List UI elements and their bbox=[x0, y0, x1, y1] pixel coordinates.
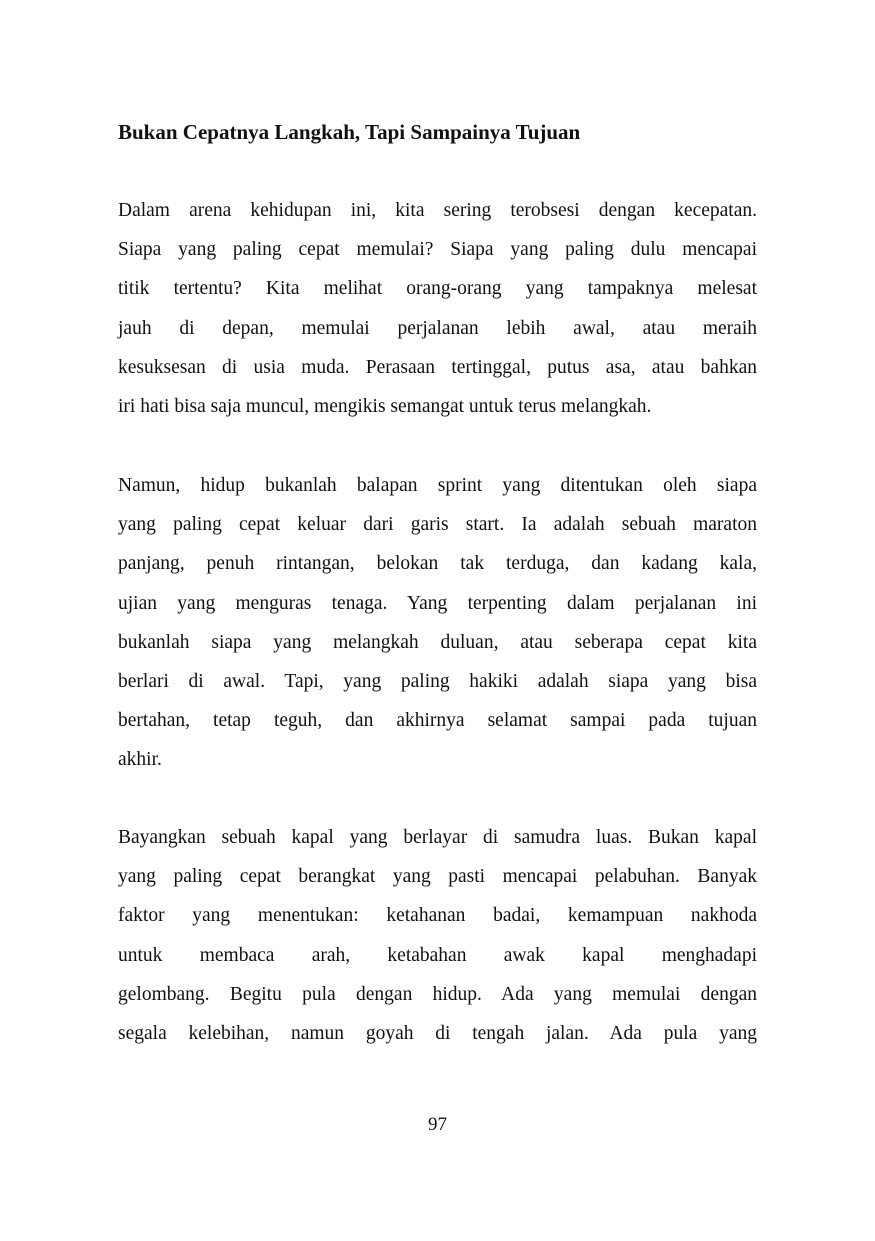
paragraph-2 bbox=[118, 466, 757, 780]
page-number: 97 bbox=[428, 1114, 447, 1135]
paragraph-line: Bayangkan sebuah kapal yang berlayar di samudra luas. Bukan kapal bbox=[118, 827, 757, 848]
paragraph-line: faktor yang menentukan: ketahanan badai, kemampuan nakhoda bbox=[118, 905, 757, 927]
paragraph-line: iri hati bisa saja muncul, mengikis semangat untuk terus melangkah. bbox=[118, 395, 652, 417]
section-heading: Bukan Cepatnya Langkah, Tapi Sampainya Tujuan bbox=[118, 120, 581, 144]
paragraph-1 bbox=[118, 191, 757, 426]
document-page bbox=[118, 0, 757, 1241]
paragraph-line: akhir. bbox=[118, 749, 162, 771]
paragraph-line: bertahan, tetap teguh, dan akhirnya selamat sampai pada tujuan bbox=[118, 710, 757, 732]
paragraph-line: ujian yang menguras tenaga. Yang terpenting dalam perjalanan ini bbox=[118, 592, 757, 614]
paragraph-line: Dalam arena kehidupan ini, kita sering terobsesi dengan kecepatan. bbox=[118, 200, 757, 221]
paragraph-line: bukanlah siapa yang melangkah duluan, atau seberapa cepat kita bbox=[118, 631, 757, 653]
paragraph-line: kesuksesan di usia muda. Perasaan tertinggal, putus asa, atau bahkan bbox=[118, 356, 757, 378]
paragraph-line: Namun, hidup bukanlah balapan sprint yang ditentukan oleh siapa bbox=[118, 475, 757, 496]
paragraph-line: gelombang. Begitu pula dengan hidup. Ada yang memulai dengan bbox=[118, 983, 757, 1005]
paragraph-line: untuk membaca arah, ketabahan awak kapal menghadapi bbox=[118, 944, 757, 966]
paragraph-line: yang paling cepat keluar dari garis start. Ia adalah sebuah maraton bbox=[118, 514, 757, 536]
paragraph-3 bbox=[118, 818, 757, 1053]
paragraph-line: segala kelebihan, namun goyah di tengah jalan. Ada pula yang bbox=[118, 1022, 757, 1044]
paragraph-line: yang paling cepat berangkat yang pasti mencapai pelabuhan. Banyak bbox=[118, 866, 757, 888]
paragraph-line: titik tertentu? Kita melihat orang-orang yang tampaknya melesat bbox=[118, 278, 757, 300]
paragraph-line: Siapa yang paling cepat memulai? Siapa yang paling dulu mencapai bbox=[118, 239, 757, 261]
paragraph-line: jauh di depan, memulai perjalanan lebih awal, atau meraih bbox=[118, 317, 757, 339]
paragraph-line: berlari di awal. Tapi, yang paling hakiki adalah siapa yang bisa bbox=[118, 670, 757, 692]
paragraph-line: panjang, penuh rintangan, belokan tak terduga, dan kadang kala, bbox=[118, 553, 757, 575]
